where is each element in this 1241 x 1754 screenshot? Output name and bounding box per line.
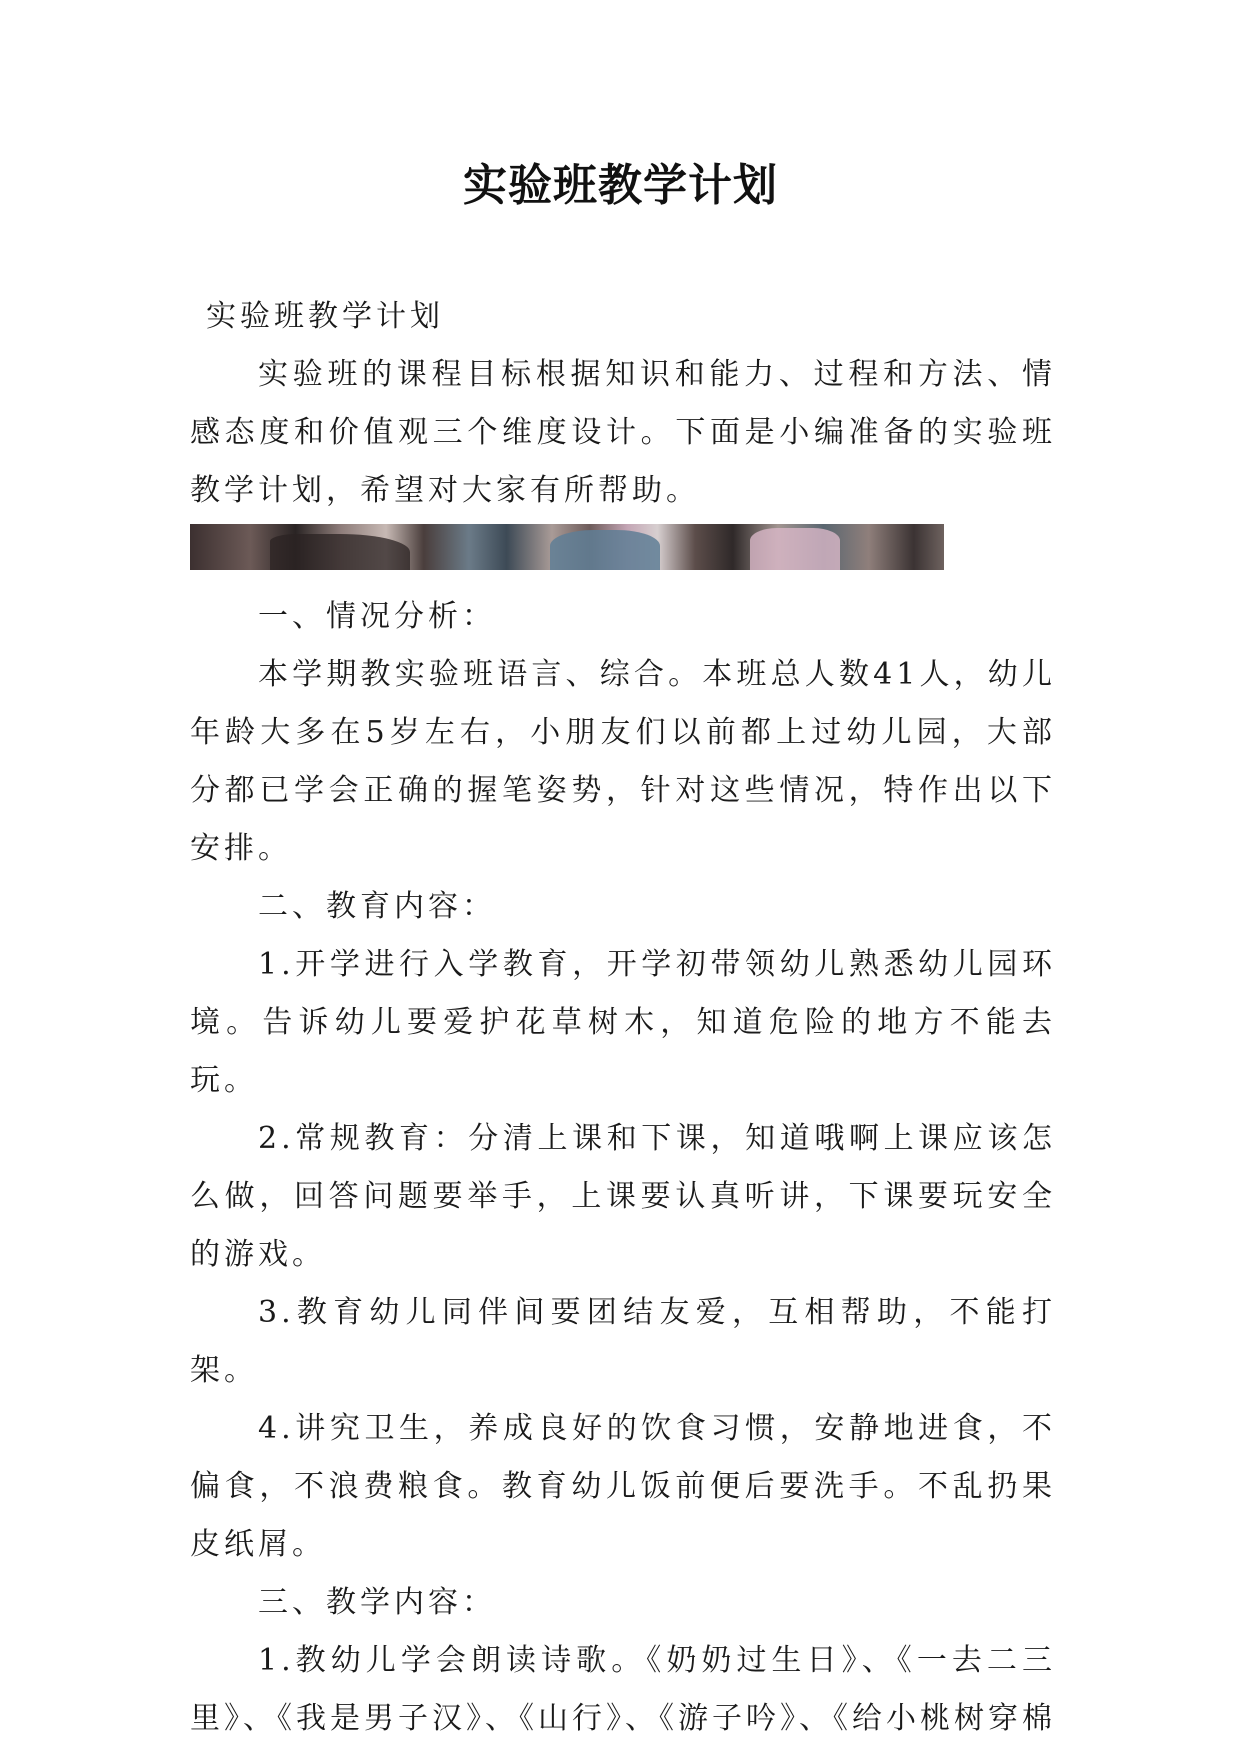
intro-paragraph: 实验班的课程目标根据知识和能力、过程和方法、情感态度和价值观三个维度设计。下面是小编准备的实验班教学计划，希望对大家有所帮助。 (190, 357, 1056, 508)
section-heading: 二、教育内容： (258, 889, 496, 924)
photo-detail (550, 530, 660, 570)
section-paragraph: 3.教育幼儿同伴间要团结友爱，互相帮助，不能打架。 (190, 1295, 1056, 1388)
section-heading: 一、情况分析： (258, 599, 496, 634)
section-paragraph: 4.讲究卫生，养成良好的饮食习惯，安静地进食，不偏食，不浪费粮食。教育幼儿饭前便后要洗手。不乱扔果皮纸屑。 (190, 1411, 1056, 1562)
document-title: 实验班教学计划 (463, 160, 778, 211)
section-paragraph: 1.开学进行入学教育，开学初带领幼儿熟悉幼儿园环境。告诉幼儿要爱护花草树木，知道危险的地方不能去玩。 (190, 947, 1056, 1098)
section-paragraph: 本学期教实验班语言、综合。本班总人数41人，幼儿年龄大多在5岁左右，小朋友们以前都上过幼儿园，大部分都已学会正确的握笔姿势，针对这些情况，特作出以下安排。 (190, 657, 1056, 866)
classroom-photo-strip (190, 524, 944, 570)
section-heading: 三、教学内容： (258, 1585, 496, 1620)
section-paragraph: 1.教幼儿学会朗读诗歌。《奶奶过生日》、《一去二三里》、《我是男子汉》、《山行》、《游子吟》、《给小桃树穿棉 (190, 1643, 1056, 1736)
document-body (190, 288, 1056, 1748)
section-paragraph: 2.常规教育：分清上课和下课，知道哦啊上课应该怎么做，回答问题要举手，上课要认真听讲，下课要玩安全的游戏。 (190, 1121, 1056, 1272)
photo-detail (270, 534, 410, 570)
photo-detail (750, 528, 840, 570)
document-subtitle: 实验班教学计划 (206, 299, 444, 334)
